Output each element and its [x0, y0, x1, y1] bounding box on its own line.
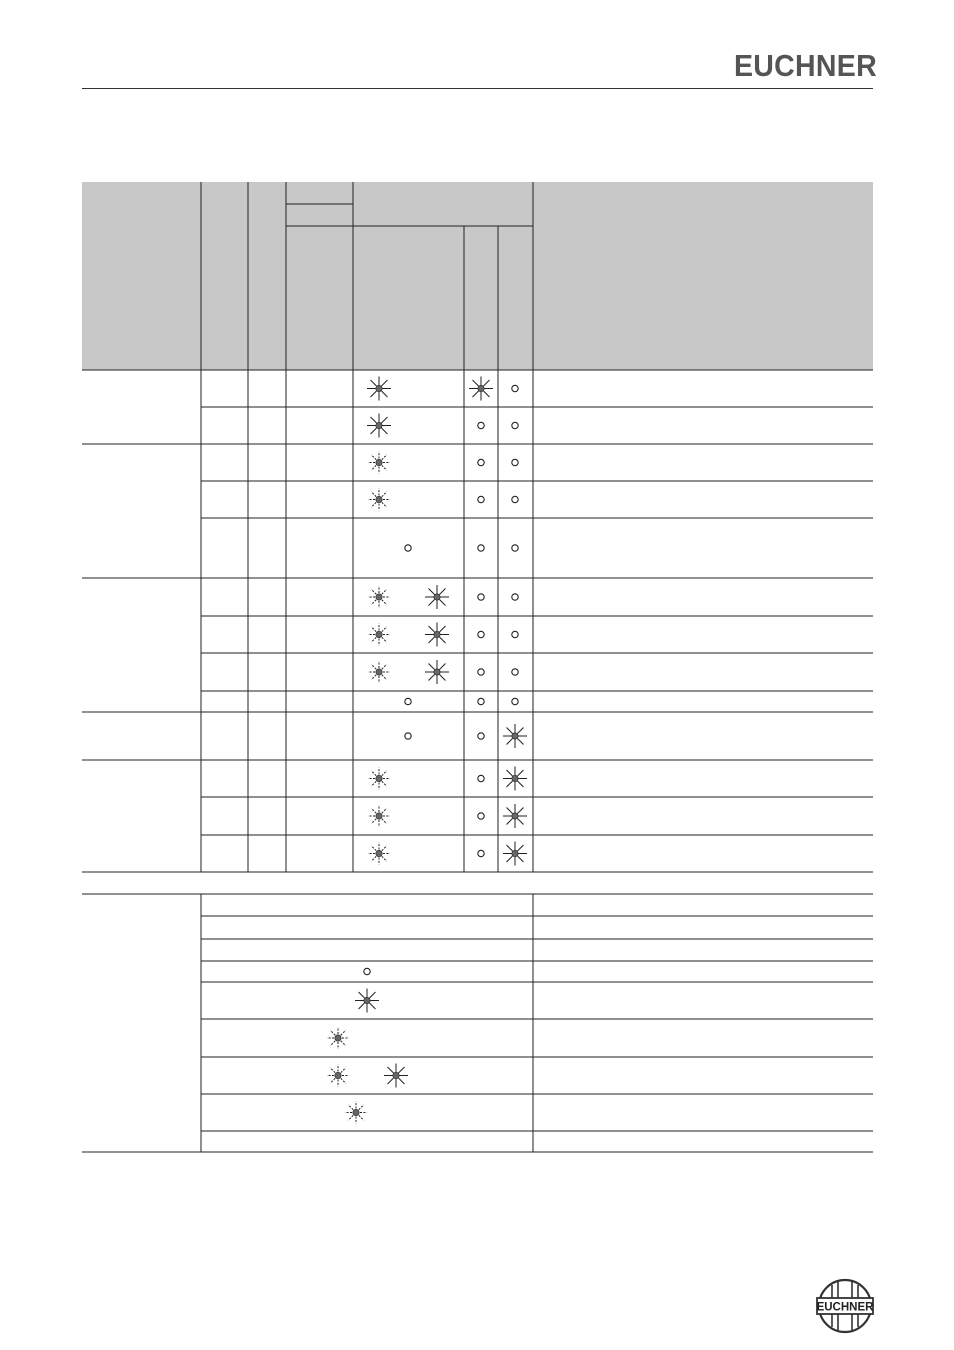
euchner-seal-icon [814, 1276, 876, 1336]
led-off-icon [512, 385, 518, 391]
led-flashing-icon [327, 1027, 349, 1049]
led-symbols [327, 377, 527, 1124]
led-flashing-icon [327, 1065, 349, 1087]
led-on-icon [503, 842, 527, 866]
led-flashing-icon [368, 843, 390, 865]
led-on-icon [425, 585, 449, 609]
led-off-icon [512, 594, 518, 600]
led-off-icon [478, 545, 484, 551]
led-on-icon [425, 660, 449, 684]
led-on-icon [384, 1064, 408, 1088]
led-on-icon [355, 989, 379, 1013]
led-off-icon [512, 422, 518, 428]
led-flashing-icon [368, 489, 390, 511]
led-off-icon [478, 496, 484, 502]
brand-logo: EUCHNER [734, 48, 877, 83]
led-off-icon [478, 733, 484, 739]
led-on-icon [503, 767, 527, 791]
led-off-icon [512, 459, 518, 465]
led-off-icon [512, 669, 518, 675]
led-off-icon [478, 698, 484, 704]
led-on-icon [503, 724, 527, 748]
led-off-icon [364, 968, 370, 974]
led-off-icon [405, 545, 411, 551]
led-flashing-icon [368, 768, 390, 790]
led-flashing-icon [368, 586, 390, 608]
led-off-icon [478, 594, 484, 600]
led-off-icon [512, 631, 518, 637]
led-flashing-icon [345, 1102, 367, 1124]
led-flashing-icon [368, 624, 390, 646]
led-off-icon [478, 422, 484, 428]
led-on-icon [367, 414, 391, 438]
seal-text: EUCHNER [816, 1301, 874, 1314]
led-flashing-icon [368, 805, 390, 827]
led-off-icon [512, 496, 518, 502]
led-off-icon [478, 813, 484, 819]
led-off-icon [512, 698, 518, 704]
led-off-icon [478, 631, 484, 637]
led-off-icon [478, 775, 484, 781]
led-flashing-icon [368, 661, 390, 683]
led-flashing-icon [368, 452, 390, 474]
led-off-icon [478, 850, 484, 856]
led-on-icon [469, 377, 493, 401]
led-on-icon [503, 804, 527, 828]
led-off-icon [405, 733, 411, 739]
led-off-icon [405, 698, 411, 704]
led-on-icon [425, 623, 449, 647]
led-off-icon [478, 669, 484, 675]
led-off-icon [512, 545, 518, 551]
led-on-icon [367, 377, 391, 401]
led-off-icon [478, 459, 484, 465]
